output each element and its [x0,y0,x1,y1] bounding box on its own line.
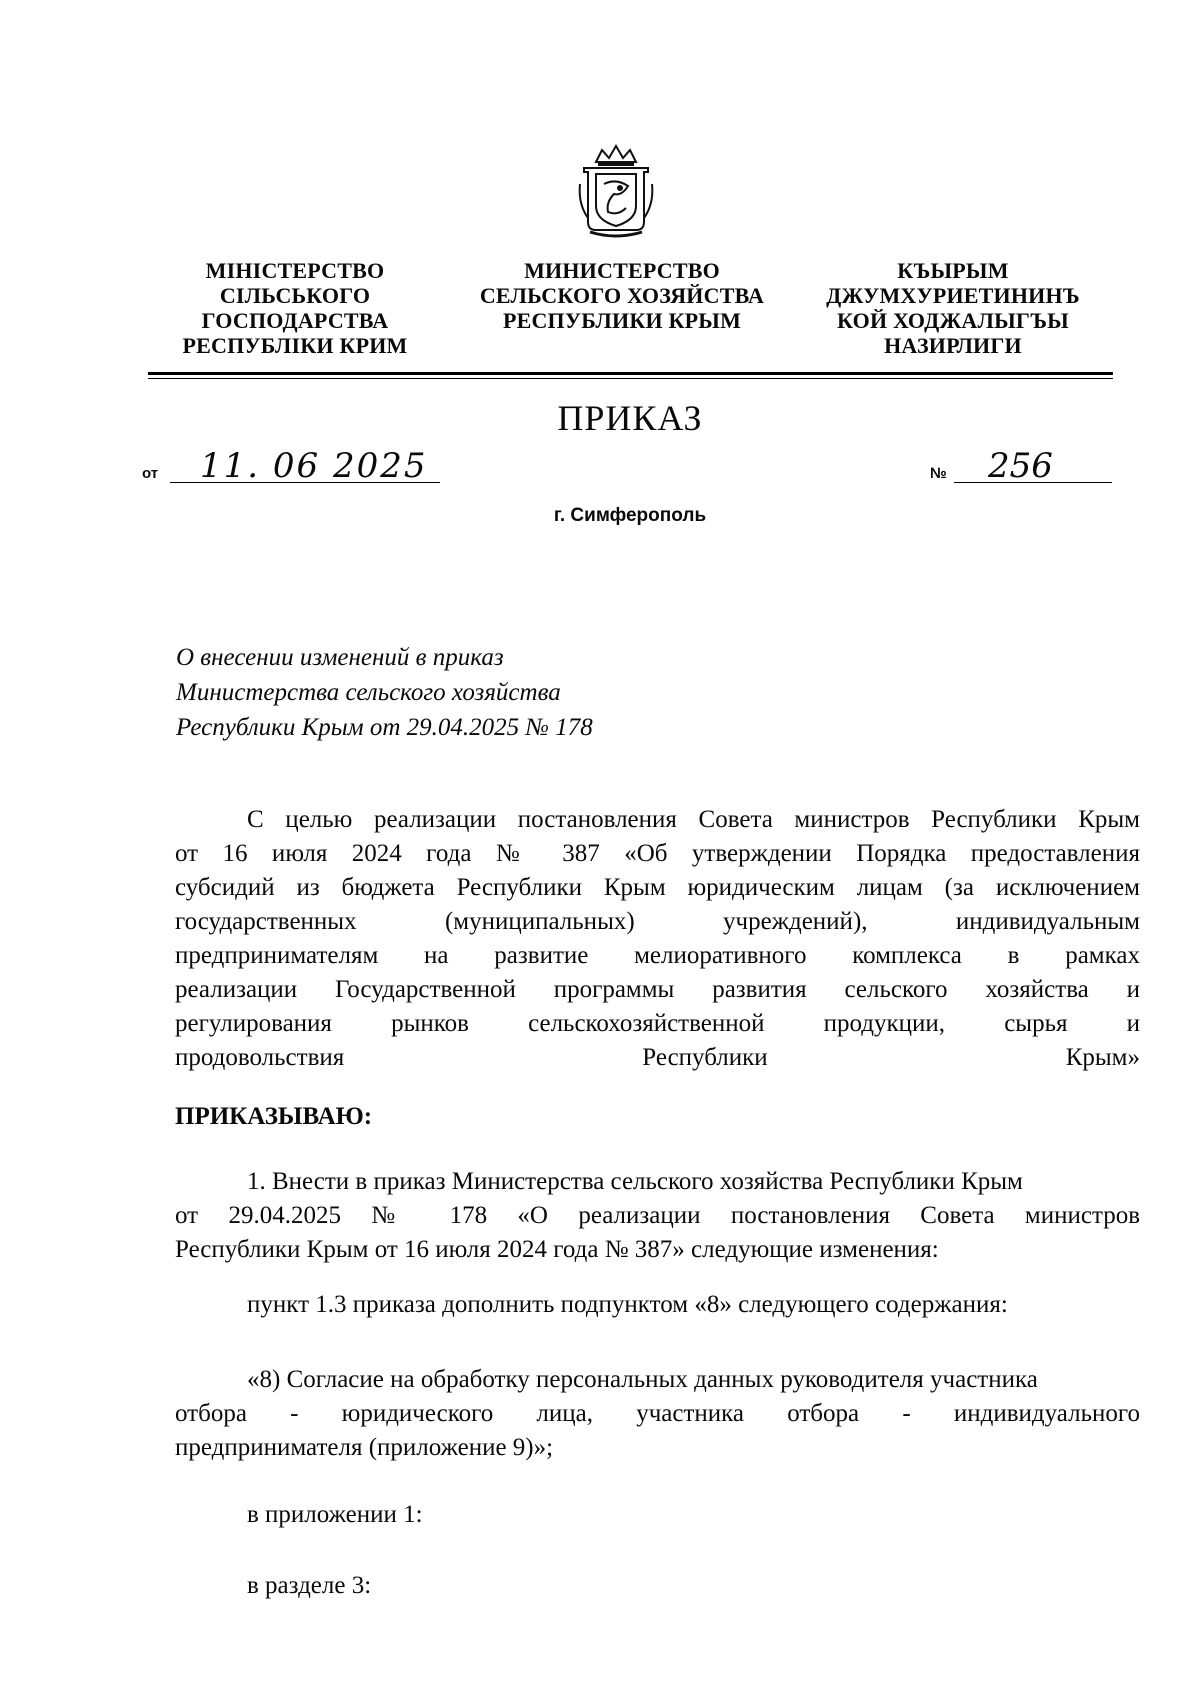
order-word: ПРИКАЗЫВАЮ: [175,1103,373,1130]
item-1-quote-line: отбора - юридического лица, участника отбора - индивидуального [175,1400,1140,1427]
annex-text: в приложении 1: [247,1501,423,1528]
crimea-coat-of-arms-icon [576,144,656,240]
section-text: в разделе 3: [247,1572,372,1599]
item-1-quote [175,1363,1140,1465]
item-1-line: от 29.04.2025 № 178 «О реализации постановления Совета министров [175,1202,1140,1229]
header-crimean-tatar-line: КОЙ ХОДЖАЛЫГЪЫ [837,308,1069,333]
header-crimean-tatar [808,258,1098,358]
header-russian-line: СЕЛЬСКОГО ХОЗЯЙСТВА [479,283,765,308]
preamble-line: регулирования рынков сельскохозяйственной продукции, сырья и [175,1010,1140,1037]
header-divider-thick [148,372,1113,375]
header-ukrainian-line: ГОСПОДАРСТВА [201,308,389,333]
header-russian [462,258,782,333]
preamble-line: от 16 июля 2024 года № 387 «Об утверждении Порядка предоставления [175,840,1140,867]
preamble-line: предпринимателям на развитие мелиоративного комплекса в рамках [175,942,1140,969]
header-russian-line: РЕСПУБЛИКИ КРЫМ [502,308,742,333]
header-ukrainian-line: РЕСПУБЛІКИ КРИМ [182,333,408,358]
header-crimean-tatar-line: КЪЫРЫМ [897,258,1009,283]
subject-line: Республики Крым от 29.04.2025 № 178 [176,714,593,741]
preamble-line: реализации Государственной программы развития сельского хозяйства и [175,976,1140,1003]
document-type: ПРИКАЗ [557,398,703,438]
header-divider-thin [148,378,1113,379]
number-value: 256 [988,446,1053,486]
subject-line: О внесении изменений в приказ [176,644,504,671]
preamble-paragraph [175,803,1140,1075]
header-crimean-tatar-line: НАЗИРЛИГИ [884,333,1022,358]
header-russian-line: МИНИСТЕРСТВО [524,258,720,283]
city: г. Симферополь [553,505,707,526]
item-1-quote-line: «8) Согласие на обработку персональных данных руководителя участника [247,1366,1038,1393]
subject-line: Министерства сельского хозяйства [176,679,561,706]
header-ukrainian-line: СІЛЬСЬКОГО [219,283,371,308]
preamble-line: продовольствия Республики Крым» [175,1044,1140,1071]
document-subject [176,640,593,745]
item-1-line: Республики Крым от 16 июля 2024 года № 387» следующие изменения: [175,1236,939,1263]
annex-line [175,1498,1140,1532]
preamble-line: субсидий из бюджета Республики Крым юридическим лицам (за исключением [175,874,1140,901]
preamble-line: С целью реализации постановления Совета министров Республики Крым [247,806,1140,833]
item-1-quote-line: предпринимателя (приложение 9)»; [175,1434,554,1461]
header-ukrainian-line: МІНІСТЕРСТВО [205,258,385,283]
item-1-subparagraph [175,1288,1140,1322]
header-crimean-tatar-line: ДЖУМХУРИЕТИНИНЪ [826,283,1080,308]
date-value: 11. 06 2025 [200,446,428,486]
header-ukrainian [170,258,420,358]
item-1-paragraph [175,1165,1140,1267]
preamble-line: государственных (муниципальных) учреждений), индивидуальным [175,908,1140,935]
date-label: от [142,465,159,482]
item-1-line: 1. Внести в приказ Министерства сельского хозяйства Республики Крым [247,1168,1023,1195]
section-line [175,1569,1140,1603]
item-1-sub-line: пункт 1.3 приказа дополнить подпунктом «8» следующего содержания: [247,1291,1008,1318]
number-label: № [930,465,947,482]
